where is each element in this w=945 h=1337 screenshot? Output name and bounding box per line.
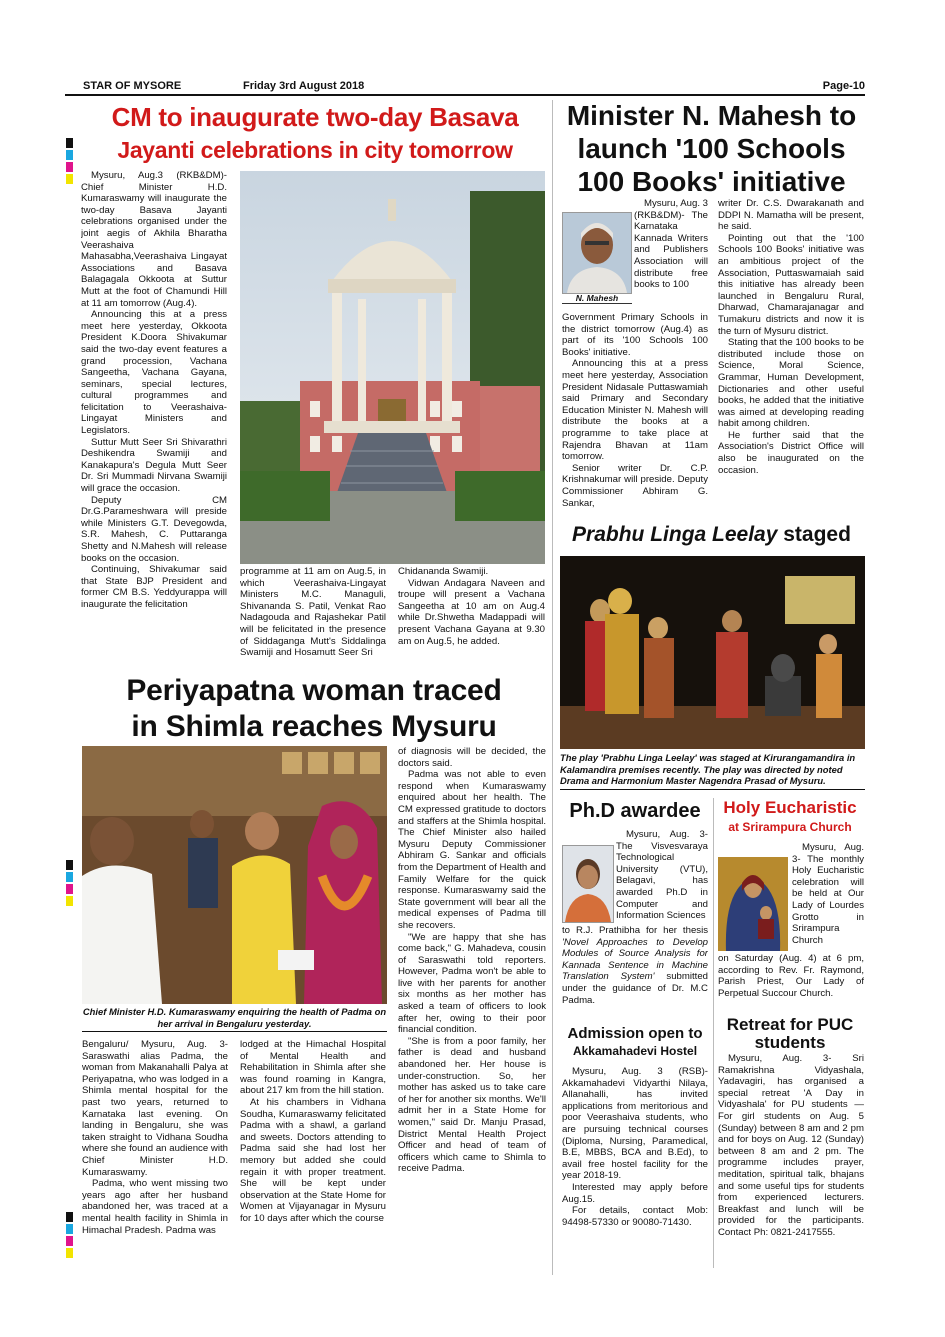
- a1-column-2: [240, 566, 386, 676]
- a2-lead: Mysuru, Aug. 3 (RKB&DM)- The Karnataka Kannada Writers and Publishers Association will distribute free books to 100: [634, 198, 708, 291]
- a2-c1-p1: Government Primary Schools in the district tomorrow (Aug.4) as part of its '100 Schools 100 Books' initiative.: [562, 312, 708, 358]
- a1-c3-p1: Chidananda Swamiji.: [398, 566, 489, 577]
- hostel-subhead: Akkamahadevi Hostel: [572, 1044, 698, 1058]
- a3-headline: [558, 523, 865, 547]
- a4-headline-line-1: Periyapatna woman traced: [126, 674, 502, 707]
- a2-headline-line-3: 100 Books' initiative: [577, 166, 846, 197]
- a1-c2-p1: programme at 11 am on Aug.5, in which Veerashaiva-Lingayat Ministers M.C. Managuli, Shivananda S. Patil, Venkat Rao Nadagouda and Rajashekar Patil will be felicitated in the presence of Siddaganga Mutt's Siddalinga Swamiji and Hosamutt Seer Sri: [240, 566, 386, 659]
- phd-rest-1: to R.J. Prathibha for her thesis: [562, 925, 708, 936]
- phd-headline: Ph.D awardee: [569, 800, 701, 822]
- a2-headline-line-1: Minister N. Mahesh to: [566, 100, 857, 131]
- a4-c3-p3: "We are happy that she has come back," G. Mahadeva, cousin of Saraswathi told reporters. However, Padma won't be able to live with her parents for another six months as her mother has asked a team of officers to look after her, owing to their poor financial condition.: [398, 931, 546, 1036]
- a3-headline-rest: staged: [777, 523, 851, 546]
- hostel-p1: Mysuru, Aug. 3 (RSB)-Akkamahadevi Vidyarthi Nilaya, Allanahalli, has invited applications from meritorious and poor Veerashaiva students, who are pursuing technical courses (Diploma, Nursing, Paramedical, B.E, MBBS, BCA and B.Ed), to avail free hostel facility for the year 2018-19.: [562, 1066, 708, 1182]
- retreat-headline-line-2: students: [754, 1033, 826, 1052]
- a4-c2-p2: At his chambers in Vidhana Soudha, Kumaraswamy felicitated Padma with a shawl, a garland and sweets. Doctors attending to Padma said she had lost her memory but added she could regain it with proper treatment. She will be kept under observation at the State Home for Women at Vijayanagar in Mysuru for 10 days after which the course: [240, 1096, 386, 1224]
- cm-padma-photo: [82, 746, 387, 1004]
- issue-date: Friday 3rd August 2018: [243, 80, 365, 92]
- n-mahesh-caption: N. Mahesh: [562, 293, 632, 304]
- a4-column-1: [82, 1039, 228, 1269]
- a3-caption: The play 'Prabhu Linga Leelay' was staged at Kirurangamandira in Kalamandira premises recently. The play was directed by noted Drama and Harmonium Master Nagendra Prasad of Mysuru.: [560, 752, 865, 790]
- a4-c3-p1: of diagnosis will be decided, the doctors said.: [398, 746, 546, 769]
- retreat-headline-line-1: Retreat for PUC: [726, 1015, 854, 1034]
- a2-c1-p3: Senior writer Dr. C.P. Krishnakumar will preside. Deputy Commissioner Abhiram G. Sankar,: [562, 462, 708, 509]
- a2-c2-p4: He further said that the Association's District Office will also be inaugurated on the occasion.: [718, 429, 864, 476]
- eucharist-subhead: at Srirampura Church: [728, 820, 852, 834]
- a2-column-1: [562, 312, 708, 520]
- a4-headline-line-2: in Shimla reaches Mysuru: [131, 710, 497, 743]
- a4-c1-p2: Padma, who went missing two years ago after her husband abandoned her, was traced at a mental health facility in Shimla in Himachal Pradesh. Padma was: [82, 1178, 228, 1236]
- a1-c1-p4: Deputy CM Dr.G.Parameshwara will preside while Ministers G.T. Devegowda, S.R. Mahesh, C. Puttaranga Shetty and N.Mahesh will release books on the occasion.: [81, 494, 227, 564]
- a4-column-2: [240, 1039, 386, 1269]
- a4-headline: [78, 673, 550, 745]
- a2-c2-p1: writer Dr. C.S. Dwarakanath and DDPI N. Mamatha will be present, he said.: [718, 198, 864, 233]
- eucharist-lead: Mysuru, Aug. 3- The monthly Holy Eucharistic celebration will be held at Our Lady of Lourdes Grotto in Srirampura Church: [792, 842, 864, 946]
- hostel-headline: Admission open to: [567, 1025, 703, 1042]
- a1-column-3: [398, 566, 545, 676]
- a2-c1-p2: Announcing this at a press meet here yesterday, Association President Nidasale Puttaswamiah said Primary and Secondary Education Minister N. Mahesh will distribute the books at a programme to take place at Rajendra Bhavan at 11am tomorrow.: [562, 358, 708, 463]
- a4-c2-p1: lodged at the Himachal Hospital of Mental Health and Rehabilitation in Shimla after she was found roaming in Kangra, about 217 km from the hill station.: [240, 1039, 386, 1097]
- retreat-headline: [715, 1016, 865, 1052]
- basava-monument-photo: [240, 171, 545, 564]
- a2-column-2: [718, 198, 864, 520]
- play-stage-photo: [560, 556, 865, 749]
- a1-c1-p3: Suttur Mutt Seer Sri Shivarathri Deshikendra Swamiji and Kanakapura's Degula Mutt Seer Dr. Sri Mummadi Nirvana Swamiji will grace the occasion.: [81, 436, 227, 495]
- phd-rest: [562, 925, 708, 1022]
- a1-column-1: [81, 170, 227, 675]
- retreat-body: [718, 1053, 864, 1269]
- a3-headline-italic: Prabhu Linga Leelay: [572, 523, 778, 546]
- phd-rest-2: submitted under the guidance of Dr. M.C Padma.: [562, 971, 708, 1006]
- paper-name: STAR OF MYSORE: [83, 80, 182, 92]
- eucharist-rest: on Saturday (Aug. 4) at 6 pm, according to Rev. Fr. Raymond, Parish Priest, Our Lady of Perpetual Succour Church.: [718, 953, 864, 999]
- a2-c2-p3: Stating that the 100 books to be distributed include those on Science, Moral Science, Grammar, Human Development, Dictionaries and other useful books, he added that the initiative was aimed at developing reading habit among children.: [718, 337, 864, 430]
- phd-thesis: 'Novel Approaches to Develop Modules of Source Analysis for Kannada Sentence in Machine Translation System': [562, 936, 708, 983]
- hostel-p3: For details, contact Mob: 94498-57330 or 90080-71430.: [562, 1205, 708, 1228]
- a4-column-3: [398, 746, 546, 1270]
- a1-headline-1: CM to inaugurate two-day Basava: [111, 102, 519, 132]
- a2-headline-line-2: launch '100 Schools: [577, 133, 846, 164]
- phd-lead: Mysuru, Aug. 3- The Visvesvaraya Technological University (VTU), Belagavi, has awarded Ph.D in Computer and Information Sciences: [616, 829, 708, 922]
- a1-c1-p2: Announcing this at a press meet here yesterday, Okkoota President K.Doora Shivakumar said the two-day event features a grand procession, Vachana Sangeetha, Vachana Gayana, seminars, special lectures, cultural programmes and felicitation to Veerashaiva-Lingayat Ministers and Legislators.: [81, 309, 227, 437]
- a1-headline-2: Jayanti celebrations in city tomorrow: [117, 137, 513, 163]
- a1-c1-p5: Continuing, Shivakumar said that State BJP President and former CM B.S. Yeddyurappa will inaugurate the felicitation: [81, 564, 227, 610]
- hostel-body: [562, 1066, 708, 1270]
- column-divider: [552, 100, 553, 1275]
- masthead: [65, 78, 865, 96]
- retreat-p1: Mysuru, Aug. 3- Sri Ramakrishna Vidyashala, Yadavagiri, has organised a special retreat 'A Day in Vidyashala' for PU students — For girl students on Aug. 5 (Sunday) between 8 am and 2 pm and for boys on Aug. 12 (Sunday) between 8 am and 2 pm. The programme includes prayer, meditation, spiritual talk, bhajans and some useful tips for students from experienced lecturers. Breakfast and lunch will be provided for the participants. Contact Ph: 0821-2417555.: [718, 1053, 864, 1238]
- a4-c3-p4: "She is from a poor family, her father is dead and husband abandoned her. Her house is under-construction. So, her mother has asked us to take care of her for another six months. We'll admit her in a State Home for women," said Dr. Manju Prasad, District Mental Health Project Officer and head of team of officers which came to Shimla to receive Padma.: [398, 1035, 546, 1175]
- a2-c2-p2: Pointing out that the '100 Schools 100 Books' initiative was an ambitious project of the Association, Puttaswamaiah said this initiative has already been launched in Bengaluru Rural, Dharwad, Chamarajanagar and Tumakuru districts and now it is the turn of Mysuru district.: [718, 232, 864, 337]
- eucharist-headline: Holy Eucharistic: [723, 798, 857, 817]
- a4-caption: Chief Minister H.D. Kumaraswamy enquiring the health of Padma on her arrival in Bengaluru yesterday.: [82, 1006, 387, 1032]
- page-number: Page-10: [822, 80, 865, 92]
- hostel-p2: Interested may apply before Aug.15.: [562, 1181, 708, 1205]
- a2-headline: [558, 99, 865, 198]
- a4-c1-p1: Bengaluru/ Mysuru, Aug. 3- Saraswathi alias Padma, the woman from Makanahalli Palya at Periyapatna, who was lodged in a Shimla mental hospital for the past two years, returned to Karnataka last evening. On landing in Bengaluru, she was taken straight to Vidhana Soudha where she found an audience with Chief Minister H.D. Kumaraswamy.: [82, 1039, 228, 1178]
- right-column-divider: [713, 798, 714, 1268]
- a1-c3-p2: Vidwan Andagara Naveen and troupe will present a Vachana Sangeetha at 10 am on Aug.4 while Dr.Shwetha Madappadi will present Vachana Gayana at 9.30 am on Aug.5, he added.: [398, 577, 545, 647]
- a4-c3-p2: Padma was not able to even respond when Kumaraswamy enquired about her health. The CM expressed gratitude to doctors and staffers at the Shimla hospital. The Chief Minister also hailed Mysuru Deputy Commissioner Abhiram G. Sankar and officials from the Department of Health and Family Welfare for the quick response. Kumaraswamy said the State government will bear all the medical expenses of Padma till she recovers.: [398, 769, 546, 931]
- a1-c1-p1: Mysuru, Aug.3 (RKB&DM)- Chief Minister H.D. Kumaraswamy will inaugurate the two-day Basava Jayanti celebrations organised under the joint aegis of Akhila Bharatha Veerashaiva Mahasabha,Veerashaiva Lingayat Associations and Basava Balagagala Okkoota at Suttur Mutt at the foot of Chamundi Hill at 11 am tomorrow (Aug.4).: [81, 170, 227, 309]
